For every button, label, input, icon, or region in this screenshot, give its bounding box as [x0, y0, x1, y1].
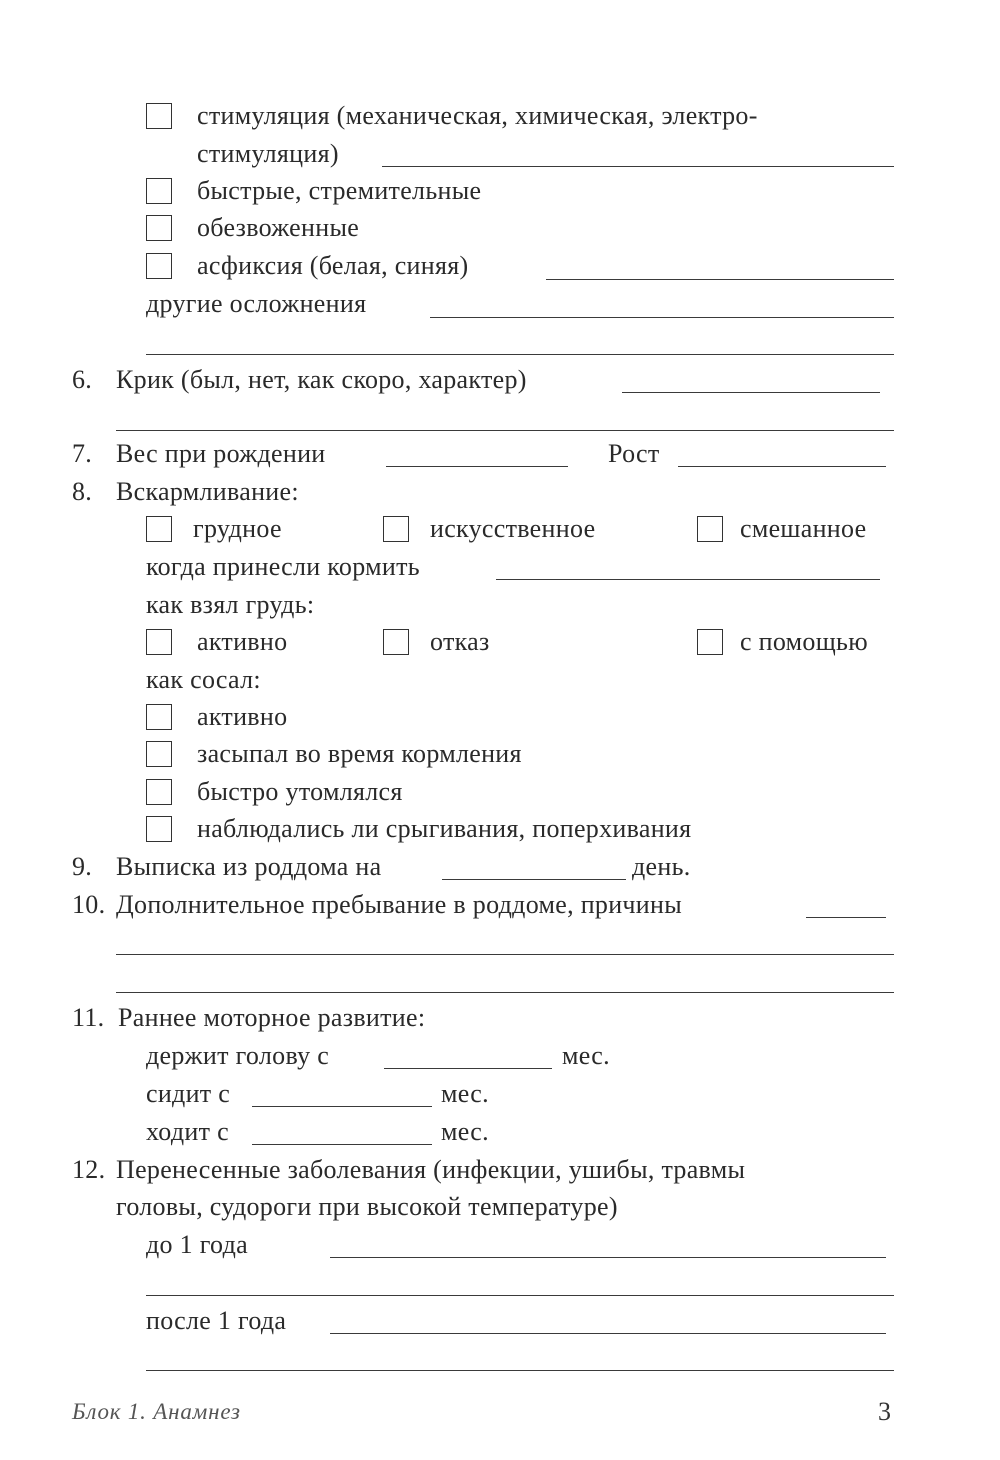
- q6-number: 6.: [72, 365, 93, 394]
- fast-labor-label: быстрые, стремительные: [197, 176, 482, 205]
- feeding-breast-label: грудное: [193, 514, 282, 543]
- stimulation-checkbox[interactable]: [146, 103, 172, 129]
- suck-fell-asleep-label: засыпал во время кормления: [197, 739, 522, 768]
- how-breast-label: как взял грудь:: [146, 590, 315, 619]
- q9-number: 9.: [72, 852, 93, 881]
- q6-answer-line[interactable]: [622, 392, 880, 393]
- q12-label-line2: головы, судороги при высокой температуре): [116, 1192, 618, 1221]
- feeding-breast-checkbox[interactable]: [146, 516, 172, 542]
- suck-active-checkbox[interactable]: [146, 704, 172, 730]
- q10-answer-line[interactable]: [806, 917, 886, 918]
- stimulation-label-line2: стимуляция): [197, 139, 339, 168]
- sits-unit: мес.: [441, 1079, 489, 1108]
- breast-active-label: активно: [197, 627, 288, 656]
- suck-tired-checkbox[interactable]: [146, 779, 172, 805]
- q7-weight-label: Вес при рождении: [116, 439, 326, 468]
- suck-active-label: активно: [197, 702, 288, 731]
- stimulation-answer-line[interactable]: [382, 166, 894, 167]
- suck-regurgitation-label: наблюдались ли срыгивания, поперхивания: [197, 814, 692, 843]
- q7-height-label: Рост: [608, 439, 660, 468]
- sits-answer-line[interactable]: [252, 1106, 432, 1107]
- q10-label: Дополнительное пребывание в роддоме, причины: [116, 890, 682, 919]
- breast-assisted-label: с помощью: [740, 627, 868, 656]
- footer-section-title: Блок 1. Анамнез: [72, 1399, 241, 1424]
- holds-head-label: держит голову с: [146, 1041, 330, 1070]
- asphyxia-checkbox[interactable]: [146, 253, 172, 279]
- suck-fell-asleep-checkbox[interactable]: [146, 741, 172, 767]
- feeding-mixed-checkbox[interactable]: [697, 516, 723, 542]
- q12-number: 12.: [72, 1155, 106, 1184]
- before-one-year-answer-line-2[interactable]: [146, 1295, 894, 1296]
- q10-answer-line-3[interactable]: [116, 992, 894, 993]
- q10-number: 10.: [72, 890, 106, 919]
- feeding-artificial-checkbox[interactable]: [383, 516, 409, 542]
- fast-labor-checkbox[interactable]: [146, 178, 172, 204]
- after-one-year-label: после 1 года: [146, 1306, 287, 1335]
- other-complications-answer-line-2[interactable]: [146, 354, 894, 355]
- q8-label: Вскармливание:: [116, 477, 299, 506]
- q9-suffix: день.: [632, 852, 691, 881]
- asphyxia-answer-line[interactable]: [546, 279, 894, 280]
- dehydrated-label: обезвоженные: [197, 213, 360, 242]
- before-one-year-answer-line[interactable]: [330, 1257, 886, 1258]
- page-number: 3: [878, 1397, 891, 1426]
- when-fed-label: когда принесли кормить: [146, 552, 420, 581]
- q6-label: Крик (был, нет, как скоро, характер): [116, 365, 527, 394]
- breast-active-checkbox[interactable]: [146, 629, 172, 655]
- after-one-year-answer-line-2[interactable]: [146, 1370, 894, 1371]
- dehydrated-checkbox[interactable]: [146, 215, 172, 241]
- q7-weight-answer-line[interactable]: [386, 466, 568, 467]
- walks-answer-line[interactable]: [252, 1144, 432, 1145]
- breast-refusal-checkbox[interactable]: [383, 629, 409, 655]
- q6-answer-line-2[interactable]: [116, 430, 894, 431]
- asphyxia-label: асфиксия (белая, синяя): [197, 251, 469, 280]
- suck-tired-label: быстро утомлялся: [197, 777, 403, 806]
- q10-answer-line-2[interactable]: [116, 954, 894, 955]
- feeding-mixed-label: смешанное: [740, 514, 867, 543]
- q11-number: 11.: [72, 1003, 105, 1032]
- how-sucked-label: как сосал:: [146, 665, 261, 694]
- q8-number: 8.: [72, 477, 93, 506]
- stimulation-label-line1: стимуляция (механическая, химическая, электро-: [197, 101, 758, 130]
- walks-label: ходит с: [146, 1117, 229, 1146]
- other-complications-label: другие осложнения: [146, 289, 367, 318]
- other-complications-answer-line[interactable]: [430, 317, 894, 318]
- q7-number: 7.: [72, 439, 93, 468]
- sits-label: сидит с: [146, 1079, 231, 1108]
- q7-height-answer-line[interactable]: [678, 466, 886, 467]
- before-one-year-label: до 1 года: [146, 1230, 248, 1259]
- q12-label-line1: Перенесенные заболевания (инфекции, ушибы, травмы: [116, 1155, 746, 1184]
- walks-unit: мес.: [441, 1117, 489, 1146]
- after-one-year-answer-line[interactable]: [330, 1333, 886, 1334]
- q9-answer-line[interactable]: [442, 879, 626, 880]
- holds-head-answer-line[interactable]: [384, 1068, 552, 1069]
- when-fed-answer-line[interactable]: [496, 579, 880, 580]
- suck-regurgitation-checkbox[interactable]: [146, 816, 172, 842]
- q11-label: Раннее моторное развитие:: [118, 1003, 426, 1032]
- q9-label: Выписка из роддома на: [116, 852, 382, 881]
- breast-refusal-label: отказ: [430, 627, 490, 656]
- holds-head-unit: мес.: [562, 1041, 610, 1070]
- breast-assisted-checkbox[interactable]: [697, 629, 723, 655]
- feeding-artificial-label: искусственное: [430, 514, 596, 543]
